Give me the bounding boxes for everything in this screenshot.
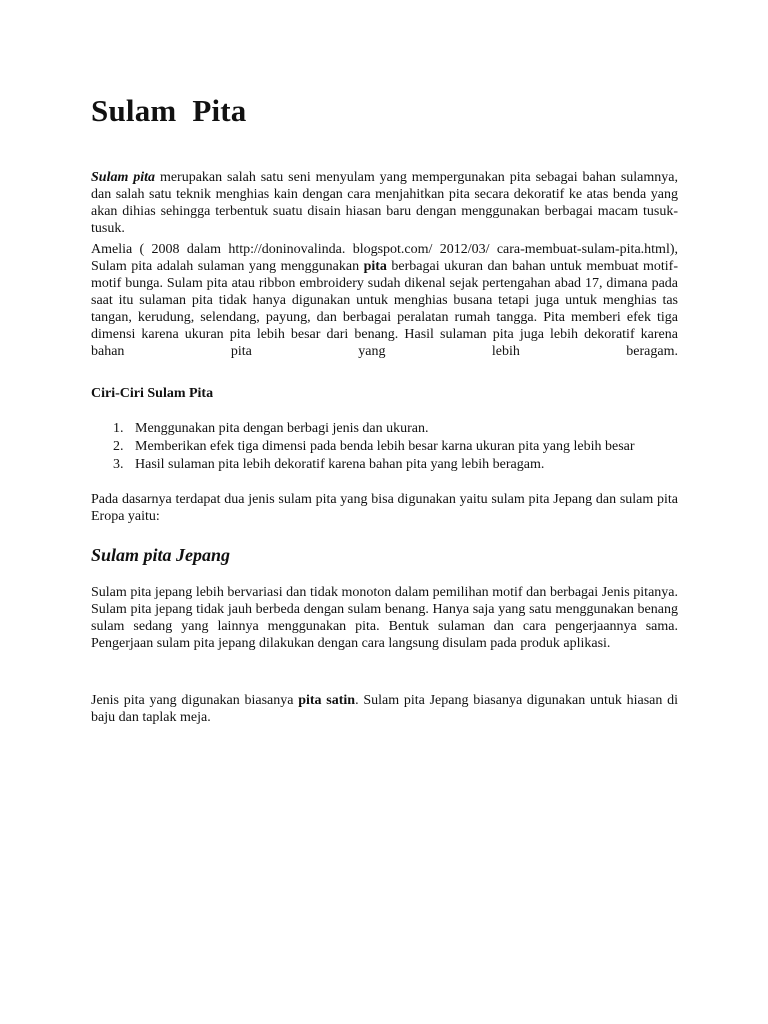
pita-satin-paragraph xyxy=(91,692,678,726)
pita-satin-text-end: . Sulam pita Jepang biasanya digunakan untuk hiasan di baju dan taplak meja. xyxy=(91,693,679,725)
list-item-text: Menggunakan pita dengan berbagi jenis dan ukuran. xyxy=(135,421,429,436)
jepang-heading: Sulam pita Jepang xyxy=(91,545,231,565)
ciri-heading: Ciri-Ciri Sulam Pita xyxy=(91,386,214,401)
list-item-number: 2. xyxy=(113,439,124,454)
intro-paragraph xyxy=(91,169,678,237)
definition-text-start: Amelia ( 2008 dalam http://doninovalinda. blogspot.com/ 2012/03/ cara-membuat-sulam-pita.html), Sulam pita adalah sulaman yang menggunakan xyxy=(91,242,678,274)
definition-text-end: berbagai ukuran dan bahan untuk membuat motif-motif bunga. Sulam pita atau ribbon embroidery sudah dikenal sejak pertengahan abad 17, dimana pada saat itu sulaman pita tidak hanya digunakan untuk menghias busana tetapi juga untuk menghias tas tangan, kerudung, selendang, payung, dan berbagai peralatan rumah tangga. Pita memberi efek tiga dimensi karena ukuran pita lebih besar dari benang. Hasil sulaman pita juga lebih dekoratif karena bahan pita yang lebih beragam. xyxy=(91,259,678,359)
intro-lead-term: Sulam pita xyxy=(91,170,156,185)
intro-text: merupakan salah satu seni menyulam yang mempergunakan pita sebagai bahan sulamnya, dan salah satu teknik menghias kain dengan cara menjahitkan pita secara dekoratif ke atas benda yang akan dihias sehingga terbentuk suatu disain hiasan baru dengan menggunakan berbagai macam tusuk-tusuk. xyxy=(91,170,678,236)
list-item-number: 3. xyxy=(113,457,124,472)
list-item xyxy=(113,438,683,456)
list-item xyxy=(113,456,683,474)
list-item xyxy=(113,420,683,438)
pita-satin-bold-term: pita satin xyxy=(298,693,356,708)
list-item-text: Hasil sulaman pita lebih dekoratif karena bahan pita yang lebih beragam. xyxy=(135,457,545,472)
types-paragraph: Pada dasarnya terdapat dua jenis sulam pita yang bisa digunakan yaitu sulam pita Jepang dan sulam pita Eropa yaitu: xyxy=(91,492,678,524)
list-item-text: Memberikan efek tiga dimensi pada benda lebih besar karna ukuran pita yang lebih besar xyxy=(135,439,635,454)
ciri-list xyxy=(113,420,683,474)
page-title: Sulam Pita xyxy=(91,93,247,128)
list-item-number: 1. xyxy=(113,421,124,436)
definition-bold-term: pita xyxy=(363,259,387,274)
pita-satin-text-start: Jenis pita yang digunakan biasanya xyxy=(91,693,299,708)
definition-paragraph xyxy=(91,241,678,360)
jepang-paragraph: Sulam pita jepang lebih bervariasi dan tidak monoton dalam pemilihan motif dan berbagai Jenis pitanya. Sulam pita jepang tidak jauh berbeda dengan sulam benang. Hanya saja yang satu menggunakan benang sulam sedang yang lainnya menggunakan pita. Bentuk sulaman dan cara pengerjaannya sama. Pengerjaan sulam pita jepang dilakukan dengan cara langsung disulam pada produk aplikasi. xyxy=(91,585,678,651)
